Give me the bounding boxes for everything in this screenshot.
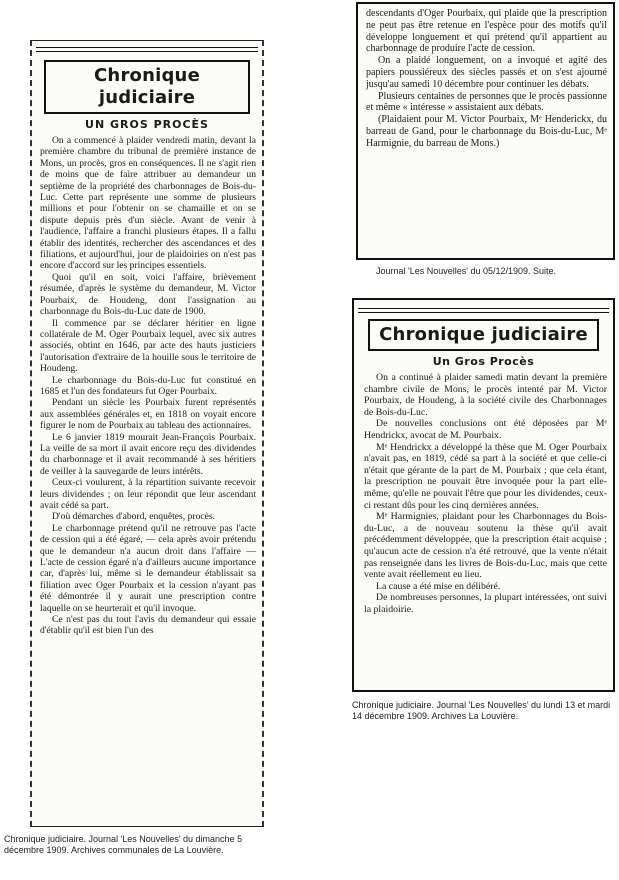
top-rule xyxy=(358,308,609,313)
left-article-body xyxy=(32,135,262,637)
left-paragraph: D'où démarches d'abord, enquêtes, procès. xyxy=(52,511,216,523)
top-right-paragraph: On a plaidé longuement, on a invoqué et agité des papiers poussiéreux des siècles passés et on s'est ajourné jusqu'au samedi 10 décembre pour continuer les débats. xyxy=(366,55,607,90)
bottom-right-paragraph: La cause a été mise en délibéré. xyxy=(376,580,501,592)
left-paragraph: Le charbonnage du Bois-du-Luc fut constitué en 1685 et l'un des fondateurs fut Oger Pourbaix. xyxy=(40,374,256,397)
top-right-caption: Journal 'Les Nouvelles' du 05/12/1909. Suite. xyxy=(376,266,557,276)
top-right-paragraph: (Plaidaient pour M. Victor Pourbaix, Mᵉ Henderickx, du barreau de Gand, pour le charbonnage du Bois-du-Luc, Mᵉ Harmignie, du barreau de Mons.) xyxy=(366,114,607,149)
bottom-right-paragraph: Mᵉ Harmignies, plaidant pour les Charbonnages du Bois-du-Luc, a de nouveau soutenu la thèse qu'il avait précédemment développée, que la prescription était acquise ; qu'aucun acte de cession n'a été retrouvé, que la vente n'était pas renseignée dans les livres de Bois-du-Luc, mais que cette vente avait réellement eu lieu. xyxy=(364,511,607,581)
bottom-right-article-subtitle: Un Gros Procès xyxy=(432,355,535,368)
bottom-right-caption: Chronique judiciaire. Journal 'Les Nouvelles' du lundi 13 et mardi 14 décembre 1909. Archives La Louvière. xyxy=(352,700,611,721)
bottom-right-paragraph: Mᵉ Hendrickx a développé la thèse que M. Oger Pourbaix n'avait pas, en 1819, cédé sa part à la société et que celle-ci n'était que gérante de la part de M. Pourbaix ; que cela étant, la prescription ne pouvait être invoquée pour la part elle-même, qu'elle ne pouvait l'être que pour les dividendes, ceux-ci restant dûs pour les cinq dernières années. xyxy=(364,441,607,511)
top-right-clipping xyxy=(356,2,615,260)
left-article-title: Chronique judiciaire xyxy=(94,65,200,108)
bottom-right-clipping xyxy=(352,298,615,692)
left-article-subtitle: UN GROS PROCÈS xyxy=(85,118,209,131)
left-article-clipping xyxy=(30,40,264,827)
left-paragraph: On a commencé à plaider vendredi matin, devant la première chambre du tribunal de première instance de Mons, un procès, gros en conséquences. Il ne s'agit rien de moins que de faire attribuer au demandeur un septième de la propriété des charbonnages de Bois-du-Luc. Cette part représente une somme de plusieurs millions et pour l'obtenir on se chamaille et on se dispute depuis près d'un siècle. Avant de venir à l'audience, l'affaire a franchi plusieurs étapes. Il a fallu établir des identités, rechercher des ascendances et des filiations, et aujourd'hui, jour de plaidoiries on n'est pas encore d'accord sur les principes essentiels. xyxy=(40,135,256,272)
top-rule xyxy=(36,47,258,52)
left-paragraph: Le 6 janvier 1819 mourait Jean-François Pourbaix. La veille de sa mort il avait encore reçu des dividendes du charbonnage et il avait recommandé à ses héritiers de veiller à la sauvegarde de leurs intérêts. xyxy=(40,431,256,477)
left-paragraph: Ce n'est pas du tout l'avis du demandeur qui essaie d'établir qu'il est bien l'un des xyxy=(40,614,256,637)
bottom-right-title-box xyxy=(368,319,599,351)
left-paragraph: Quoi qu'il en soit, voici l'affaire, brièvement résumée, d'après le système du demandeur, M. Victor Pourbaix, de Houdeng, dont l'assignation au charbonnage du Bois-du-Luc date de 1900. xyxy=(40,271,256,318)
left-paragraph: Pendant un siècle les Pourbaix furent représentés aux assemblées générales et, en 1818 on voyait encore figurer le nom de Pourbaix au tableau des actionnaires. xyxy=(40,397,256,432)
left-paragraph: Le charbonnage prétend qu'il ne retrouve pas l'acte de cession qui a été égaré, — cela après avoir prétendu que le demandeur n'a aucun droit dans l'affaire — L'acte de cession égaré n'a d'ailleurs aucune importance car, d'après lui, même si le demandeur établissait sa filiation avec Oger Pourbaix et la cession n'ayant pas été démontrée il y aurait une prescription contre laquelle on se heurterait et qu'il invoque. xyxy=(40,522,256,614)
left-paragraph: Ceux-ci voulurent, à la répartition suivante recevoir leurs dividendes ; on leur répondit que leur ascendant avait cédé sa part. xyxy=(40,477,256,511)
bottom-right-paragraph: De nouvelles conclusions ont été déposées par Mᵉ Hendrickx, avocat de M. Pourbaix. xyxy=(364,418,607,441)
bottom-right-article-title: Chronique judiciaire xyxy=(379,324,588,345)
left-title-box xyxy=(44,60,250,114)
top-right-paragraph: Plusieurs centaines de personnes que le procès passionne et même « intéresse » assistaient aux débats. xyxy=(366,90,607,114)
bottom-right-body xyxy=(354,372,613,615)
left-paragraph: Il commence par se déclarer héritier en ligne collatérale de M. Oger Pourbaix lequel, avec six autres associés, obtint en 1646, par acte des hauts justiciers l'autorisation d'extraire de la houille sous le territoire de Houdeng. xyxy=(40,317,256,375)
top-right-body xyxy=(358,4,613,150)
left-caption: Chronique judiciaire. Journal 'Les Nouvelles' du dimanche 5 décembre 1909. Archives communales de La Louvière. xyxy=(4,834,243,855)
bottom-right-paragraph: De nombreuses personnes, la plupart intéressées, ont suivi la plaidoirie. xyxy=(364,592,607,615)
bottom-right-paragraph: On a continué à plaider samedi matin devant la première chambre civile de Mons, le procès intenté par M. Victor Pourbaix, de Houdeng, à la société civile des Charbonnages de Bois-du-Luc. xyxy=(364,372,607,418)
top-right-paragraph: descendants d'Oger Pourbaix, qui plaide que la prescription ne peut pas être retenue en l'espèce pour des motifs qu'il développe longuement et qui prétend qu'il appartient au charbonnage de produire l'acte de cession. xyxy=(366,8,607,55)
